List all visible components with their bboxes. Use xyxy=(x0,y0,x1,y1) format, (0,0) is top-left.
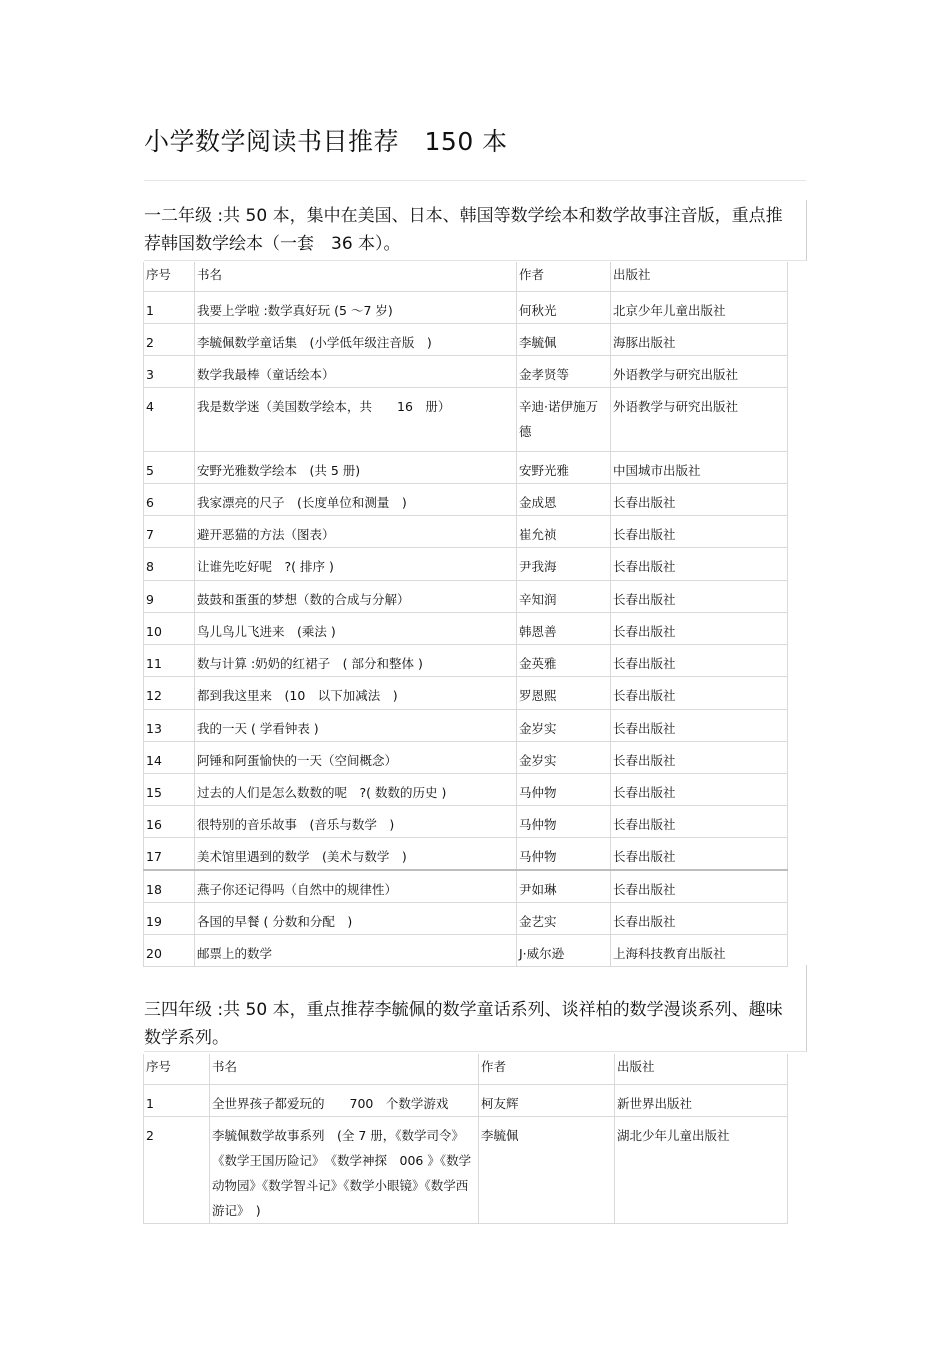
row-number: 20 xyxy=(144,935,195,967)
book-author: 金英雅 xyxy=(517,644,611,676)
book-publisher: 长春出版社 xyxy=(611,644,788,676)
book-author: 马仲物 xyxy=(517,837,611,870)
table-row xyxy=(144,355,788,387)
book-publisher: 长春出版社 xyxy=(611,483,788,515)
row-number: 5 xyxy=(144,451,195,483)
row-number: 2 xyxy=(144,323,195,355)
row-number: 7 xyxy=(144,515,195,547)
book-title: 鼓鼓和蛋蛋的梦想（数的合成与分解） xyxy=(195,580,517,612)
book-publisher: 中国城市出版社 xyxy=(611,451,788,483)
book-publisher: 长春出版社 xyxy=(611,773,788,805)
row-number: 4 xyxy=(144,387,195,451)
book-author: 金孝贤等 xyxy=(517,355,611,387)
book-author: 崔允祯 xyxy=(517,515,611,547)
book-author: 金成恩 xyxy=(517,483,611,515)
book-author: 李毓佩 xyxy=(517,323,611,355)
col-header-publisher: 出版社 xyxy=(611,262,788,291)
book-title: 阿锤和阿蛋愉快的一天（空间概念） xyxy=(195,741,517,773)
book-publisher: 上海科技教育出版社 xyxy=(611,935,788,967)
book-title: 李毓佩数学故事系列 (全 7 册，《数学司令》《数学王国历险记》 《数学神探 006 》《数学动物园》《数学智斗记》《数学小眼镜》《数学西游记》 ) xyxy=(210,1116,479,1223)
table-row xyxy=(144,709,788,741)
row-number: 19 xyxy=(144,903,195,935)
col-header-no: 序号 xyxy=(144,1054,210,1084)
book-publisher: 海豚出版社 xyxy=(611,323,788,355)
book-author: 安野光雅 xyxy=(517,451,611,483)
row-number: 15 xyxy=(144,773,195,805)
book-author: 金岁实 xyxy=(517,709,611,741)
book-title: 我家漂亮的尺子 (长度单位和测量 ) xyxy=(195,483,517,515)
table-header-row xyxy=(144,262,788,291)
row-number: 10 xyxy=(144,612,195,644)
book-title: 邮票上的数学 xyxy=(195,935,517,967)
book-title: 数与计算 :奶奶的红裙子 ( 部分和整体 ) xyxy=(195,644,517,676)
section2-intro: 三四年级 :共 50 本，重点推荐李毓佩的数学童话系列、谈祥柏的数学漫谈系列、趣味数学系列。 xyxy=(144,1000,783,1048)
section1-intro: 一二年级 :共 50 本，集中在美国、日本、韩国等数学绘本和数学故事注音版，重点推荐韩国数学绘本（一套 36 本）。 xyxy=(144,206,783,254)
col-header-title: 书名 xyxy=(195,262,517,291)
book-publisher: 长春出版社 xyxy=(611,741,788,773)
table-row xyxy=(144,1084,788,1116)
book-author: 马仲物 xyxy=(517,805,611,837)
table-row xyxy=(144,837,788,870)
book-publisher: 长春出版社 xyxy=(611,870,788,903)
book-title: 我要上学啦 :数学真好玩 (5 ～7 岁) xyxy=(195,291,517,323)
book-title: 让谁先吃好呢 ?( 排序 ) xyxy=(195,547,517,580)
table-header-row xyxy=(144,1054,788,1084)
row-number: 9 xyxy=(144,580,195,612)
book-title: 都到我这里来 (10 以下加减法 ) xyxy=(195,676,517,709)
book-publisher: 长春出版社 xyxy=(611,709,788,741)
book-author: 金岁实 xyxy=(517,741,611,773)
book-author: 辛知润 xyxy=(517,580,611,612)
book-title: 我的一天 ( 学看钟表 ) xyxy=(195,709,517,741)
table-row xyxy=(144,580,788,612)
book-publisher: 外语教学与研究出版社 xyxy=(611,355,788,387)
table-row xyxy=(144,612,788,644)
row-number: 8 xyxy=(144,547,195,580)
row-number: 6 xyxy=(144,483,195,515)
col-header-publisher: 出版社 xyxy=(615,1054,788,1084)
book-title: 全世界孩子都爱玩的 700 个数学游戏 xyxy=(210,1084,479,1116)
table-row xyxy=(144,515,788,547)
book-author: 尹如琳 xyxy=(517,870,611,903)
book-author: J·威尔逊 xyxy=(517,935,611,967)
table-row xyxy=(144,805,788,837)
table-row xyxy=(144,644,788,676)
row-number: 12 xyxy=(144,676,195,709)
col-header-title: 书名 xyxy=(210,1054,479,1084)
table-row xyxy=(144,741,788,773)
page-title: 小学数学阅读书目推荐 150 本 xyxy=(144,127,508,156)
book-publisher: 长春出版社 xyxy=(611,903,788,935)
row-number: 1 xyxy=(144,291,195,323)
book-author: 尹我海 xyxy=(517,547,611,580)
book-author: 罗恩熙 xyxy=(517,676,611,709)
book-publisher: 长春出版社 xyxy=(611,515,788,547)
book-author: 辛迪·诺伊施万德 xyxy=(517,387,611,451)
row-number: 18 xyxy=(144,870,195,903)
book-author: 李毓佩 xyxy=(479,1116,615,1223)
book-title: 数学我最棒（童话绘本） xyxy=(195,355,517,387)
book-publisher: 湖北少年儿童出版社 xyxy=(615,1116,788,1223)
book-publisher: 长春出版社 xyxy=(611,612,788,644)
table-row xyxy=(144,1116,788,1223)
book-title: 燕子你还记得吗（自然中的规律性） xyxy=(195,870,517,903)
table-row xyxy=(144,870,788,903)
table-row xyxy=(144,773,788,805)
book-title: 各国的早餐 ( 分数和分配 ) xyxy=(195,903,517,935)
book-publisher: 新世界出版社 xyxy=(615,1084,788,1116)
book-title: 我是数学迷（美国数学绘本，共 16 册） xyxy=(195,387,517,451)
book-title: 鸟儿鸟儿飞进来 (乘法 ) xyxy=(195,612,517,644)
row-number: 1 xyxy=(144,1084,210,1116)
col-header-author: 作者 xyxy=(517,262,611,291)
title-divider xyxy=(144,180,806,181)
col-header-author: 作者 xyxy=(479,1054,615,1084)
table-row xyxy=(144,483,788,515)
row-number: 16 xyxy=(144,805,195,837)
book-author: 柯友辉 xyxy=(479,1084,615,1116)
row-number: 14 xyxy=(144,741,195,773)
book-table-grade-3-4 xyxy=(143,1054,788,1224)
book-publisher: 外语教学与研究出版社 xyxy=(611,387,788,451)
table-row xyxy=(144,291,788,323)
book-publisher: 长春出版社 xyxy=(611,805,788,837)
book-title: 很特别的音乐故事 (音乐与数学 ) xyxy=(195,805,517,837)
book-author: 马仲物 xyxy=(517,773,611,805)
book-title: 过去的人们是怎么数数的呢 ?( 数数的历史 ) xyxy=(195,773,517,805)
book-title: 美术馆里遇到的数学 (美术与数学 ) xyxy=(195,837,517,870)
row-number: 17 xyxy=(144,837,195,870)
table-row xyxy=(144,451,788,483)
table-row xyxy=(144,323,788,355)
table-row xyxy=(144,387,788,451)
book-title: 李毓佩数学童话集 (小学低年级注音版 ) xyxy=(195,323,517,355)
table-row xyxy=(144,903,788,935)
book-author: 金艺实 xyxy=(517,903,611,935)
book-author: 韩恩善 xyxy=(517,612,611,644)
book-title: 避开恶猫的方法（图表） xyxy=(195,515,517,547)
row-number: 11 xyxy=(144,644,195,676)
book-publisher: 长春出版社 xyxy=(611,580,788,612)
table-row xyxy=(144,676,788,709)
row-number: 2 xyxy=(144,1116,210,1223)
book-publisher: 长春出版社 xyxy=(611,547,788,580)
row-number: 13 xyxy=(144,709,195,741)
col-header-no: 序号 xyxy=(144,262,195,291)
table-row xyxy=(144,935,788,967)
book-table-grade-1-2 xyxy=(143,262,788,967)
book-title: 安野光雅数学绘本 (共 5 册) xyxy=(195,451,517,483)
book-publisher: 长春出版社 xyxy=(611,837,788,870)
book-author: 何秋光 xyxy=(517,291,611,323)
book-publisher: 北京少年儿童出版社 xyxy=(611,291,788,323)
table-row xyxy=(144,547,788,580)
row-number: 3 xyxy=(144,355,195,387)
book-publisher: 长春出版社 xyxy=(611,676,788,709)
